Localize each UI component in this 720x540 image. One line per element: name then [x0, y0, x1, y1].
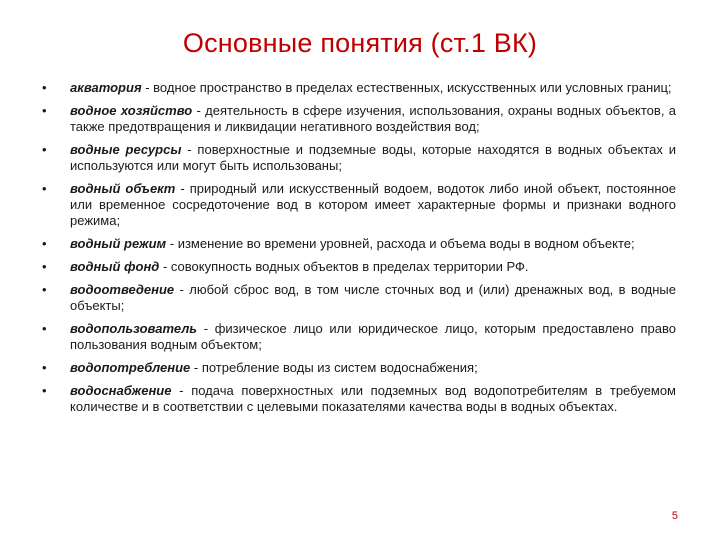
term-label: водопотребление — [70, 360, 191, 375]
bullet-icon: • — [42, 321, 47, 336]
term-label: водный объект — [70, 181, 176, 196]
term-label: водные ресурсы — [70, 142, 182, 157]
slide-title: Основные понятия (ст.1 ВК) — [182, 28, 538, 58]
bullet-icon: • — [42, 282, 47, 297]
list-item — [40, 360, 676, 376]
list-item — [40, 236, 676, 252]
term-definition: - любой сброс вод, в том числе сточных вод и (или) дренажных вод, в водные объекты; — [70, 282, 676, 313]
term-definition: - изменение во времени уровней, расхода и объема воды в водном объекте; — [166, 236, 635, 251]
list-item — [40, 282, 676, 314]
list-item — [40, 383, 676, 415]
list-item — [40, 181, 676, 229]
list-item — [40, 80, 676, 96]
bullet-icon: • — [42, 181, 47, 196]
list-item — [40, 103, 676, 135]
term-definition: - поверхностные и подземные воды, которые находятся в водных объектах и используются или могут быть использованы; — [70, 142, 676, 173]
term-label: водоотведение — [70, 282, 175, 297]
bullet-icon: • — [42, 80, 47, 95]
bullet-icon: • — [42, 259, 47, 274]
term-definition: - подача поверхностных или подземных вод водопотребителям в требуемом количестве и в соответствии с целевыми показателями качества воды в водных объектах. — [70, 383, 676, 414]
bullet-icon: • — [42, 236, 47, 251]
definitions-list — [40, 80, 676, 422]
term-label: водный фонд — [70, 259, 160, 274]
term-definition: - деятельность в сфере изучения, использования, охраны водных объектов, а также предотвращения и ликвидации негативного воздействия вод; — [70, 103, 676, 134]
list-item — [40, 259, 676, 275]
term-label: водное хозяйство — [70, 103, 193, 118]
term-label: акватория — [70, 80, 142, 95]
bullet-icon: • — [42, 360, 47, 375]
term-label: водный режим — [70, 236, 167, 251]
bullet-icon: • — [42, 103, 47, 118]
term-definition: - физическое лицо или юридическое лицо, которым предоставлено право пользования водным объектом; — [70, 321, 676, 352]
bullet-icon: • — [42, 142, 47, 157]
term-definition: - водное пространство в пределах естественных, искусственных или условных границ; — [141, 80, 672, 95]
page-number: 5 — [671, 510, 678, 522]
list-item — [40, 321, 676, 353]
term-definition: - потребление воды из систем водоснабжения; — [190, 360, 478, 375]
term-definition: - природный или искусственный водоем, водоток либо иной объект, постоянное или временное сосредоточение вод в котором имеет характерные формы и признаки водного режима; — [70, 181, 676, 228]
bullet-icon: • — [42, 383, 47, 398]
term-label: водопользователь — [70, 321, 198, 336]
term-label: водоснабжение — [70, 383, 172, 398]
list-item — [40, 142, 676, 174]
term-definition: - совокупность водных объектов в пределах территории РФ. — [159, 259, 529, 274]
